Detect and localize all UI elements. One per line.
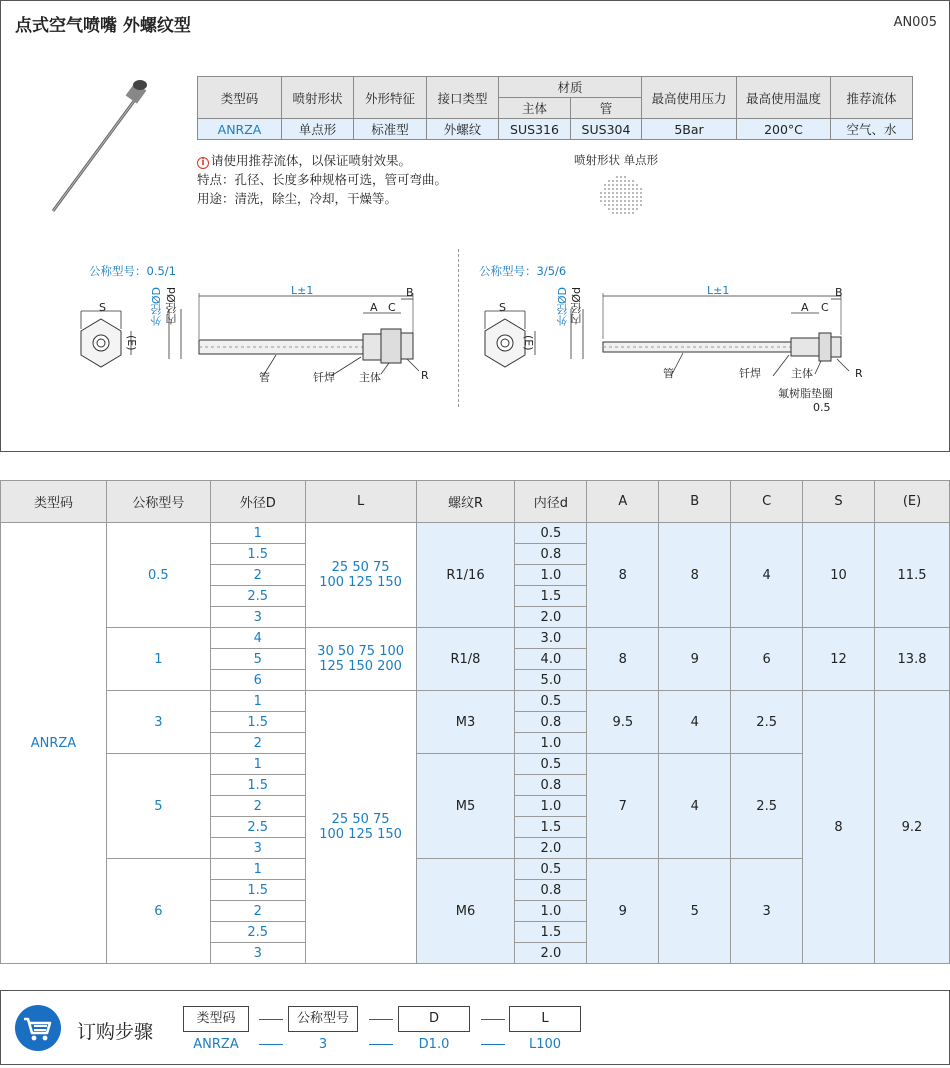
dim-e-cell: 9.2	[875, 691, 950, 964]
table-row	[1, 628, 950, 649]
outer-diameter-cell: 1.5	[210, 712, 305, 733]
spray-dot	[612, 180, 614, 182]
inner-diameter-cell: 0.8	[515, 880, 587, 901]
order-value-nominal: 3	[318, 1037, 328, 1052]
spray-dot	[628, 200, 630, 202]
outer-diameter-cell: 1	[210, 523, 305, 544]
note-line: 用途：清洗，除尘，冷却，干燥等。	[197, 191, 398, 206]
dim-c: C	[821, 301, 829, 314]
spec-header: 最高使用温度	[737, 77, 831, 119]
spray-dot	[616, 184, 618, 186]
nominal-cell: 6	[106, 859, 210, 964]
order-box-d: D	[398, 1006, 470, 1032]
outer-diameter-cell: 3	[210, 943, 305, 964]
spray-dot	[636, 188, 638, 190]
spec-header: 推荐流体	[831, 77, 913, 119]
spray-dot	[612, 204, 614, 206]
dim-b-cell: 5	[659, 859, 731, 964]
dim-l: L±1	[707, 284, 730, 297]
outer-diameter-cell: 2	[210, 733, 305, 754]
thread-cell: M5	[416, 754, 515, 859]
type-code-cell: ANRZA	[1, 523, 107, 964]
diagram-divider	[458, 249, 459, 407]
inner-diameter-cell: 1.0	[515, 565, 587, 586]
inner-diameter-cell: 1.0	[515, 733, 587, 754]
dim-a-cell: 9	[587, 859, 659, 964]
dim-s: S	[99, 301, 106, 314]
outer-diameter-cell: 1.5	[210, 775, 305, 796]
order-value-l: L100	[528, 1037, 562, 1052]
outer-diameter-cell: 5	[210, 649, 305, 670]
spray-dot	[624, 180, 626, 182]
inner-diameter-cell: 2.0	[515, 838, 587, 859]
nominal-cell: 5	[106, 754, 210, 859]
spray-dot	[616, 208, 618, 210]
order-title: 订购步骤	[77, 1021, 154, 1043]
spray-dot	[608, 204, 610, 206]
inner-diameter-cell: 1.5	[515, 922, 587, 943]
nominal-cell: 1	[106, 628, 210, 691]
dim-b-cell: 9	[659, 628, 731, 691]
order-value-type: ANRZA	[193, 1037, 239, 1052]
inner-diameter-cell: 1.0	[515, 901, 587, 922]
spray-dot	[632, 208, 634, 210]
note-line: 特点：孔径、长度多种规格可选，管可弯曲。	[197, 172, 448, 187]
product-panel	[0, 0, 950, 452]
spray-dot	[624, 200, 626, 202]
spray-dot	[636, 208, 638, 210]
table-row	[1, 691, 950, 712]
order-value-d: D1.0	[418, 1037, 450, 1052]
diagram-right-label: 公称型号：3/5/6	[479, 264, 567, 278]
order-box-l: L	[509, 1006, 581, 1032]
dim-e-cell: 11.5	[875, 523, 950, 628]
dim-b-cell: 4	[659, 691, 731, 754]
spray-dot	[604, 196, 606, 198]
spray-dot	[624, 208, 626, 210]
nozzle-product-image	[41, 75, 151, 220]
table-header: A	[587, 481, 659, 523]
spray-dot	[612, 212, 614, 214]
spec-subheader: 管	[571, 98, 642, 119]
spec-subheader: 主体	[499, 98, 571, 119]
label-gasket: 氟树脂垫圈	[778, 387, 833, 400]
outer-diameter-cell: 3	[210, 838, 305, 859]
inner-diameter-cell: 2.0	[515, 607, 587, 628]
spray-dot	[616, 196, 618, 198]
page-title: 点式空气喷嘴 外螺纹型	[15, 16, 191, 36]
label-tube: 管	[663, 367, 674, 380]
dim-s-cell: 12	[803, 628, 875, 691]
outer-diameter-cell: 2.5	[210, 817, 305, 838]
spray-dot	[636, 184, 638, 186]
dim-a-cell: 8	[587, 628, 659, 691]
outer-diameter-cell: 1.5	[210, 544, 305, 565]
spray-dot	[632, 192, 634, 194]
spec-value: 单点形	[282, 119, 354, 140]
dim-a-cell: 7	[587, 754, 659, 859]
spray-dot	[632, 212, 634, 214]
spray-dot	[632, 184, 634, 186]
diagram-left	[71, 279, 441, 389]
spray-dot	[628, 196, 630, 198]
spray-dot	[620, 196, 622, 198]
spec-header: 最高使用压力	[642, 77, 737, 119]
table-header: C	[731, 481, 803, 523]
nominal-cell: 3	[106, 691, 210, 754]
shopping-cart-icon	[15, 1005, 61, 1051]
warning-icon: i	[197, 157, 209, 169]
spray-dot	[620, 176, 622, 178]
inner-diameter-cell: 1.5	[515, 817, 587, 838]
spray-dot	[620, 208, 622, 210]
spray-dot	[604, 204, 606, 206]
spray-dot	[600, 192, 602, 194]
notes	[197, 151, 447, 208]
spec-value: 空气、水	[831, 119, 913, 140]
inner-diameter-cell: 5.0	[515, 670, 587, 691]
inner-diameter-cell: 2.0	[515, 943, 587, 964]
spray-dot	[608, 180, 610, 182]
label-thread-r: R	[855, 367, 863, 380]
dim-s-cell: 8	[803, 691, 875, 964]
thread-cell: R1/8	[416, 628, 515, 691]
spray-dot	[632, 188, 634, 190]
spray-dot	[612, 192, 614, 194]
spec-value: 标准型	[354, 119, 427, 140]
spray-dot	[624, 196, 626, 198]
dim-b: B	[835, 286, 843, 299]
spray-dot	[628, 188, 630, 190]
spec-value: 200°C	[737, 119, 831, 140]
spec-value: 外螺纹	[427, 119, 499, 140]
spray-dot	[620, 200, 622, 202]
spray-dot	[616, 180, 618, 182]
spray-dot	[620, 212, 622, 214]
inner-diameter-cell: 1.0	[515, 796, 587, 817]
label-tube: 管	[259, 371, 270, 384]
table-header: 螺纹R	[416, 481, 515, 523]
spray-dot	[616, 188, 618, 190]
spray-dot	[628, 212, 630, 214]
dim-c: C	[388, 301, 396, 314]
spray-dot	[608, 192, 610, 194]
spray-dot	[616, 192, 618, 194]
spray-dot	[608, 208, 610, 210]
spray-dot	[640, 200, 642, 202]
dim-a: A	[801, 301, 809, 314]
dim-a-cell: 8	[587, 523, 659, 628]
diagram-left-label: 公称型号：0.5/1	[89, 264, 176, 278]
spec-value: SUS304	[571, 119, 642, 140]
spray-dot	[604, 188, 606, 190]
inner-diameter-cell: 0.5	[515, 859, 587, 880]
thread-cell: M3	[416, 691, 515, 754]
spray-dot	[640, 192, 642, 194]
table-header: L	[305, 481, 416, 523]
spray-dot	[608, 184, 610, 186]
spray-dot	[628, 204, 630, 206]
order-box-nominal: 公称型号	[288, 1006, 358, 1032]
table-header: 公称型号	[106, 481, 210, 523]
order-box-type: 类型码	[183, 1006, 249, 1032]
outer-diameter-cell: 6	[210, 670, 305, 691]
spray-dot	[616, 204, 618, 206]
inner-diameter-cell: 0.5	[515, 523, 587, 544]
label-body: 主体	[791, 367, 813, 380]
dim-c-cell: 4	[731, 523, 803, 628]
dim-inner-diameter: 内径Ød	[570, 287, 583, 325]
spray-dot	[608, 196, 610, 198]
spray-dot	[620, 192, 622, 194]
spray-dot	[632, 200, 634, 202]
length-cell: 25 50 75 100 125 150	[305, 691, 416, 964]
spray-dot	[612, 208, 614, 210]
spray-dot	[636, 196, 638, 198]
inner-diameter-cell: 0.8	[515, 544, 587, 565]
table-header: 内径d	[515, 481, 587, 523]
spray-dot	[632, 204, 634, 206]
spray-dot	[632, 196, 634, 198]
dim-c-cell: 6	[731, 628, 803, 691]
spray-dot	[604, 192, 606, 194]
outer-diameter-cell: 2	[210, 565, 305, 586]
length-cell: 25 50 75 100 125 150	[305, 523, 416, 628]
outer-diameter-cell: 4	[210, 628, 305, 649]
inner-diameter-cell: 3.0	[515, 628, 587, 649]
spray-dot	[624, 204, 626, 206]
spray-dot	[620, 204, 622, 206]
spray-dot	[616, 200, 618, 202]
spray-shape-label: 喷射形状 单点形	[574, 153, 659, 167]
spray-dot	[604, 184, 606, 186]
label-gasket-size: 0.5	[813, 401, 831, 414]
dim-s: S	[499, 301, 506, 314]
dim-c-cell: 2.5	[731, 691, 803, 754]
length-cell: 30 50 75 100 125 150 200	[305, 628, 416, 691]
spray-dot	[628, 184, 630, 186]
spray-dot	[616, 176, 618, 178]
spray-pattern-icon	[597, 175, 643, 217]
dim-b: B	[406, 286, 414, 299]
spray-dot	[608, 200, 610, 202]
spray-dot	[604, 200, 606, 202]
spray-dot	[628, 208, 630, 210]
spray-dot	[608, 188, 610, 190]
inner-diameter-cell: 0.8	[515, 775, 587, 796]
spray-dot	[612, 196, 614, 198]
inner-diameter-cell: 0.8	[515, 712, 587, 733]
spray-dot	[624, 192, 626, 194]
label-body: 主体	[359, 371, 381, 384]
spec-table	[197, 76, 913, 140]
order-panel	[0, 990, 950, 1065]
spray-dot	[612, 200, 614, 202]
table-header: (E)	[875, 481, 950, 523]
table-row	[1, 523, 950, 544]
spray-dot	[628, 192, 630, 194]
dim-e-cell: 13.8	[875, 628, 950, 691]
product-code: AN005	[893, 15, 937, 30]
nominal-cell: 0.5	[106, 523, 210, 628]
outer-diameter-cell: 1	[210, 691, 305, 712]
spray-dot	[628, 180, 630, 182]
spray-dot	[620, 180, 622, 182]
dim-a: A	[370, 301, 378, 314]
outer-diameter-cell: 2.5	[210, 922, 305, 943]
outer-diameter-cell: 2	[210, 796, 305, 817]
dim-outer-diameter: 外径ØD	[150, 287, 163, 327]
inner-diameter-cell: 1.5	[515, 586, 587, 607]
spray-dot	[640, 204, 642, 206]
spray-dot	[600, 200, 602, 202]
spray-dot	[624, 212, 626, 214]
outer-diameter-cell: 2	[210, 901, 305, 922]
label-weld: 钎焊	[739, 367, 761, 380]
dim-e: (E)	[522, 335, 535, 351]
spray-dot	[620, 188, 622, 190]
dim-b-cell: 4	[659, 754, 731, 859]
thread-cell: M6	[416, 859, 515, 964]
table-header: 类型码	[1, 481, 107, 523]
spec-value: SUS316	[499, 119, 571, 140]
spray-dot	[624, 184, 626, 186]
spec-header: 材质	[499, 77, 642, 98]
dim-e: (E)	[125, 335, 138, 351]
table-header: 外径D	[210, 481, 305, 523]
spray-dot	[640, 188, 642, 190]
spray-dot	[612, 188, 614, 190]
spec-header: 外形特征	[354, 77, 427, 119]
spray-dot	[620, 184, 622, 186]
spray-dot	[612, 184, 614, 186]
dim-l: L±1	[291, 284, 314, 297]
spray-dot	[636, 204, 638, 206]
outer-diameter-cell: 3	[210, 607, 305, 628]
outer-diameter-cell: 1.5	[210, 880, 305, 901]
spec-value: 5Bar	[642, 119, 737, 140]
spec-header: 类型码	[198, 77, 282, 119]
inner-diameter-cell: 0.5	[515, 754, 587, 775]
spray-dot	[616, 212, 618, 214]
spec-header: 喷射形状	[282, 77, 354, 119]
label-weld: 钎焊	[313, 371, 335, 384]
spray-dot	[600, 196, 602, 198]
outer-diameter-cell: 1	[210, 754, 305, 775]
outer-diameter-cell: 2.5	[210, 586, 305, 607]
spray-dot	[636, 200, 638, 202]
dim-c-cell: 2.5	[731, 754, 803, 859]
table-header: S	[803, 481, 875, 523]
dim-c-cell: 3	[731, 859, 803, 964]
spray-dot	[640, 196, 642, 198]
dim-inner-diameter: 内径Ød	[165, 287, 178, 325]
label-thread-r: R	[421, 369, 429, 382]
spec-header: 接口类型	[427, 77, 499, 119]
spray-dot	[624, 176, 626, 178]
table-header: B	[659, 481, 731, 523]
spray-dot	[636, 192, 638, 194]
outer-diameter-cell: 1	[210, 859, 305, 880]
spray-dot	[632, 180, 634, 182]
spec-value: ANRZA	[198, 119, 282, 140]
dim-outer-diameter: 外径ØD	[556, 287, 569, 327]
dim-s-cell: 10	[803, 523, 875, 628]
spray-dot	[624, 188, 626, 190]
thread-cell: R1/16	[416, 523, 515, 628]
inner-diameter-cell: 4.0	[515, 649, 587, 670]
dim-a-cell: 9.5	[587, 691, 659, 754]
inner-diameter-cell: 0.5	[515, 691, 587, 712]
dim-b-cell: 8	[659, 523, 731, 628]
dimension-table	[0, 480, 950, 964]
note-line: i 请使用推荐流体，以保证喷射效果。	[197, 151, 447, 170]
